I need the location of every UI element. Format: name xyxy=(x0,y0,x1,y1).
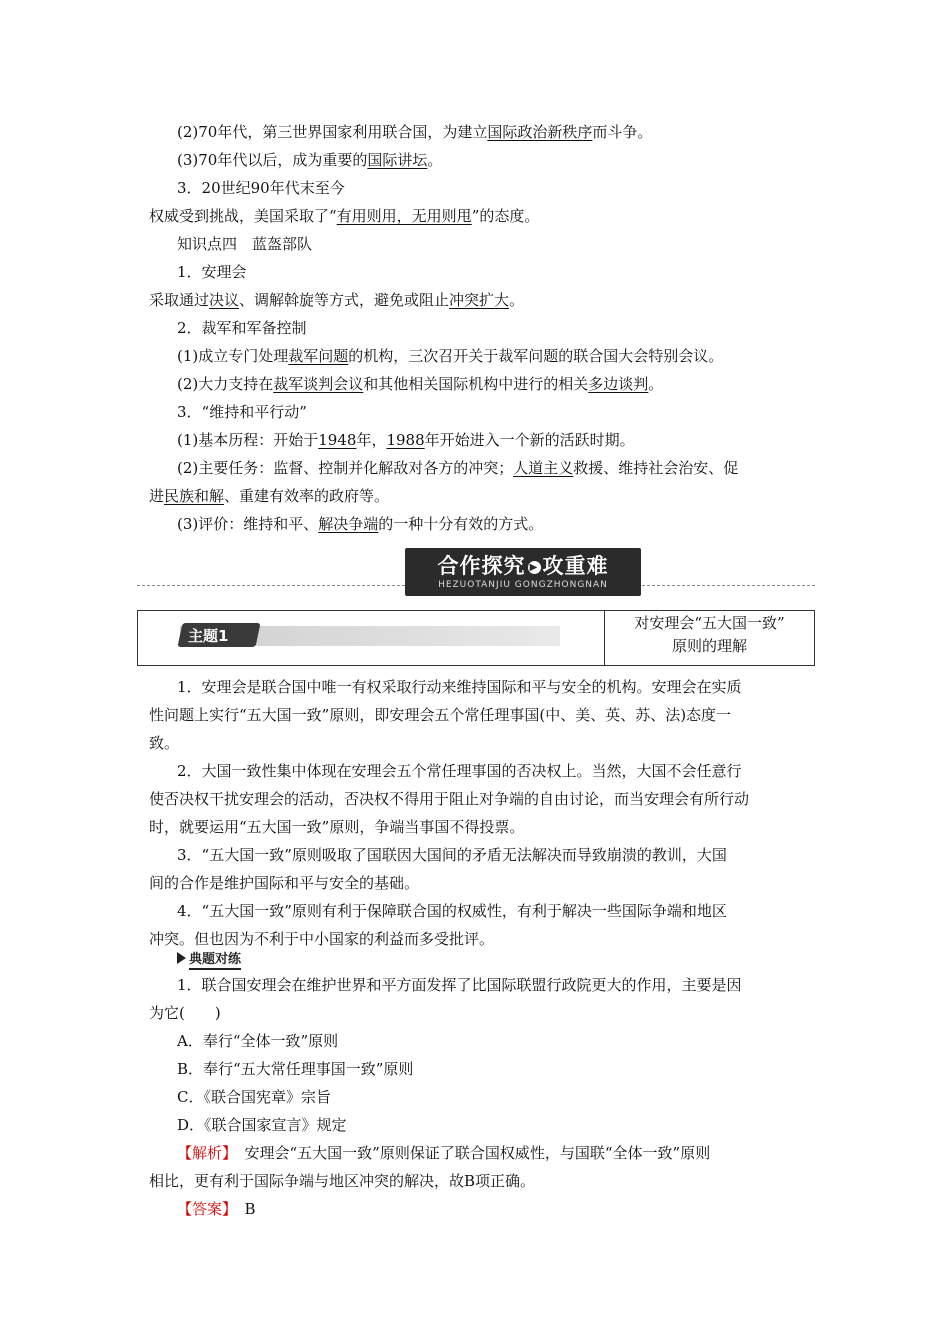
text-line: (3)70年代以后，成为重要的国际讲坛。 xyxy=(177,151,443,169)
answer xyxy=(177,1199,843,1219)
banner-subtitle: HEZUOTANJIU GONGZHONGNAN xyxy=(438,580,608,590)
paragraph-line: 2．大国一致性集中体现在安理会五个常任理事国的否决权上。当然，大国不会任意行 xyxy=(177,762,742,780)
answer-value: B xyxy=(229,1200,256,1218)
paragraph-line: 时，就要运用“五大国一致”原则，争端当事国不得投票。 xyxy=(149,818,525,836)
text-line: (1)基本历程：开始于1948年，1988年开始进入一个新的活跃时期。 xyxy=(177,431,635,449)
banner-title: 合作探究 ▶ 攻重难 xyxy=(437,554,609,578)
triangle-right-icon xyxy=(177,952,186,964)
option-c: C．《联合国宪章》宗旨 xyxy=(177,1088,331,1106)
paragraph-line: 致。 xyxy=(149,734,180,752)
analysis-tag: 【解析】 xyxy=(177,1144,230,1162)
paragraph-line: 使否决权干扰安理会的活动，否决权不得用于阻止对争端的自由讨论，而当安理会有所行动 xyxy=(149,790,750,808)
paragraph-line: 冲突。但也因为不利于中小国家的利益而多受批评。 xyxy=(149,930,495,948)
arrow-right-icon: ▶ xyxy=(528,561,541,574)
section-heading: 1．安理会 xyxy=(177,263,247,281)
question-stem: 为它( ) xyxy=(149,1004,221,1022)
answer-tag: 【答案】 xyxy=(177,1200,230,1218)
text-line: (3)评价：维持和平、解决争端的一种十分有效的方式。 xyxy=(177,515,544,533)
practice-heading xyxy=(177,948,241,966)
topic-label: 主题1 xyxy=(188,627,229,645)
text-line: 采取通过决议、调解斡旋等方式，避免或阻止冲突扩大。 xyxy=(149,291,525,309)
paragraph-line: 间的合作是维护国际和平与安全的基础。 xyxy=(149,874,420,892)
option-a: A．奉行“全体一致”原则 xyxy=(177,1032,339,1050)
paragraph-line: 性问题上实行“五大国一致”原则，即安理会五个常任理事国(中、美、英、苏、法)态度一 xyxy=(149,706,732,724)
section-heading: 2．裁军和军备控制 xyxy=(177,319,307,337)
paragraph-line: 1．安理会是联合国中唯一有权采取行动来维持国际和平与安全的机构。安理会在实质 xyxy=(177,678,742,696)
text-line: (2)大力支持在裁军谈判会议和其他相关国际机构中进行的相关多边谈判。 xyxy=(177,375,664,393)
practice-label: 典题对练 xyxy=(189,952,241,970)
section-heading: 3．20世纪90年代末至今 xyxy=(177,179,345,197)
paragraph-line: 4．“五大国一致”原则有利于保障联合国的权威性，有利于解决一些国际争端和地区 xyxy=(177,902,727,920)
option-b: B．奉行“五大常任理事国一致”原则 xyxy=(177,1060,414,1078)
knowledge-point-heading: 知识点四 蓝盔部队 xyxy=(177,235,313,253)
topic-title-line: 原则的理解 xyxy=(671,637,747,655)
question-stem: 1．联合国安理会在维护世界和平方面发挥了比国际联盟行政院更大的作用，主要是因 xyxy=(177,976,742,994)
paragraph-line: 3．“五大国一致”原则吸取了国联因大国间的矛盾无法解决而导致崩溃的教训，大国 xyxy=(177,846,727,864)
text-line: 权威受到挑战，美国采取了“有用则用，无用则甩”的态度。 xyxy=(149,207,540,225)
analysis: 【解析】 安理会“五大国一致”原则保证了联合国权威性，与国联“全体一致”原则 xyxy=(177,1144,711,1162)
topic-title-line: 对安理会“五大国一致” xyxy=(634,614,785,632)
text-line: 进民族和解、重建有效率的政府等。 xyxy=(149,487,390,505)
text-line: (2)70年代，第三世界国家利用联合国，为建立国际政治新秩序而斗争。 xyxy=(177,123,653,141)
topic-title xyxy=(604,612,815,658)
option-d: D．《联合国家宣言》规定 xyxy=(177,1116,347,1134)
analysis: 相比，更有利于国际争端与地区冲突的解决，故B项正确。 xyxy=(149,1172,536,1190)
text-line: (1)成立专门处理裁军问题的机构，三次召开关于裁军问题的联合国大会特别会议。 xyxy=(177,347,724,365)
text-line: (2)主要任务：监督、控制并化解敌对各方的冲突；人道主义救援、维持社会治安、促 xyxy=(177,459,739,477)
section-heading: 3．“维持和平行动” xyxy=(177,403,307,421)
